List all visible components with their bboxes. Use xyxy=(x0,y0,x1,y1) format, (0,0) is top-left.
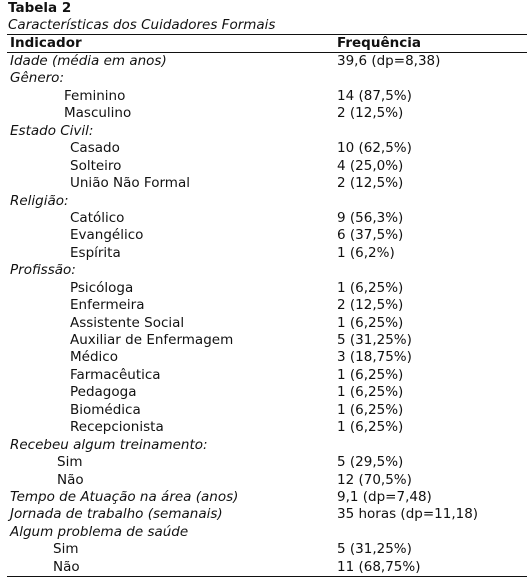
row-value: 2 (12,5%) xyxy=(337,297,404,314)
table-container xyxy=(7,0,527,577)
row-value: 10 (62,5%) xyxy=(337,140,412,157)
table-row xyxy=(7,454,527,471)
table-row xyxy=(7,472,527,489)
row-label: Enfermeira xyxy=(70,297,145,314)
row-label: Pedagoga xyxy=(70,384,137,401)
row-value: 35 horas (dp=11,18) xyxy=(337,506,479,523)
row-value: 3 (18,75%) xyxy=(337,349,412,366)
row-label: Tempo de Atuação na área (anos) xyxy=(10,488,239,505)
table-row xyxy=(7,349,527,366)
row-label: Recepcionista xyxy=(70,419,164,436)
table-row xyxy=(7,315,527,332)
row-value xyxy=(337,193,527,210)
row-label: Sim xyxy=(53,541,79,558)
row-value: 1 (6,25%) xyxy=(337,279,404,296)
table-row xyxy=(7,297,527,314)
table-row xyxy=(7,140,527,157)
row-label: Psicóloga xyxy=(70,279,134,296)
table-row xyxy=(7,559,527,576)
row-label: Masculino xyxy=(64,105,132,122)
table-row-idade xyxy=(7,53,527,70)
table-row xyxy=(7,367,527,384)
table-title: Tabela 2 xyxy=(8,0,72,16)
row-label: Católico xyxy=(70,209,125,226)
row-value: 1 (6,2%) xyxy=(337,244,395,261)
row-group-label: Recebeu algum treinamento: xyxy=(10,436,208,453)
row-value: 6 (37,5%) xyxy=(337,227,404,244)
table-row xyxy=(7,332,527,349)
row-value: 2 (12,5%) xyxy=(337,105,404,122)
row-label: Farmacêutica xyxy=(70,366,161,383)
table-row xyxy=(7,227,527,244)
row-label: União Não Formal xyxy=(70,175,190,192)
table-row xyxy=(7,158,527,175)
table-row-tempo-atuacao xyxy=(7,489,527,506)
table-row xyxy=(7,280,527,297)
row-value: 1 (6,25%) xyxy=(337,366,404,383)
row-value xyxy=(337,524,527,541)
table-row xyxy=(7,402,527,419)
table-row-religiao xyxy=(7,193,527,210)
row-value: 1 (6,25%) xyxy=(337,384,404,401)
row-value xyxy=(337,70,527,87)
table-row-treinamento xyxy=(7,437,527,454)
table-row xyxy=(7,175,527,192)
row-value: 9 (56,3%) xyxy=(337,209,404,226)
row-value: 2 (12,5%) xyxy=(337,175,404,192)
row-value: 1 (6,25%) xyxy=(337,314,404,331)
row-value: 12 (70,5%) xyxy=(337,471,412,488)
table-row-estado-civil xyxy=(7,123,527,140)
row-value xyxy=(337,262,527,279)
row-group-label: Estado Civil: xyxy=(10,122,94,139)
row-group-label: Religião: xyxy=(10,192,69,209)
table-header xyxy=(7,35,527,52)
row-value: 1 (6,25%) xyxy=(337,401,404,418)
row-value: 9,1 (dp=7,48) xyxy=(337,488,432,505)
row-label: Auxiliar de Enfermagem xyxy=(70,332,234,348)
table-row-problema-saude xyxy=(7,524,527,541)
row-label: Biomédica xyxy=(70,401,141,418)
row-value: 1 (6,25%) xyxy=(337,419,404,436)
row-value: 39,6 (dp=8,38) xyxy=(337,53,441,69)
row-value xyxy=(337,437,527,454)
row-group-label: Algum problema de saúde xyxy=(10,523,189,540)
row-label: Assistente Social xyxy=(70,314,185,331)
table-row xyxy=(7,88,527,105)
table-row-profissao xyxy=(7,262,527,279)
table-row-genero xyxy=(7,70,527,87)
row-value: 5 (29,5%) xyxy=(337,454,404,471)
row-value: 4 (25,0%) xyxy=(337,157,404,174)
row-value: 5 (31,25%) xyxy=(337,541,412,558)
row-label: Espírita xyxy=(70,244,121,261)
row-label: Médico xyxy=(70,349,118,366)
row-label: Casado xyxy=(70,140,120,157)
table-row-jornada xyxy=(7,506,527,523)
table-row xyxy=(7,384,527,401)
row-label: Solteiro xyxy=(70,157,122,174)
row-group-label: Gênero: xyxy=(10,70,64,87)
row-value: 11 (68,75%) xyxy=(337,558,421,575)
row-label: Sim xyxy=(57,454,83,471)
table-subtitle: Características dos Cuidadores Formais xyxy=(8,17,276,33)
table-row xyxy=(7,105,527,122)
row-group-label: Profissão: xyxy=(10,262,76,279)
row-label: Evangélico xyxy=(70,227,144,244)
table-row xyxy=(7,541,527,558)
row-value: 5 (31,25%) xyxy=(337,332,412,348)
row-label: Não xyxy=(53,558,80,575)
header-frequency: Frequência xyxy=(337,35,421,51)
table-row xyxy=(7,419,527,436)
table-row xyxy=(7,245,527,262)
row-label: Jornada de trabalho (semanais) xyxy=(10,506,223,523)
header-indicator: Indicador xyxy=(10,35,82,51)
row-value xyxy=(337,123,527,140)
row-label: Não xyxy=(57,471,84,488)
table-row xyxy=(7,210,527,227)
row-label: Idade (média em anos) xyxy=(10,53,167,69)
row-label: Feminino xyxy=(64,87,126,104)
bottom-rule xyxy=(7,576,527,577)
row-value: 14 (87,5%) xyxy=(337,87,412,104)
